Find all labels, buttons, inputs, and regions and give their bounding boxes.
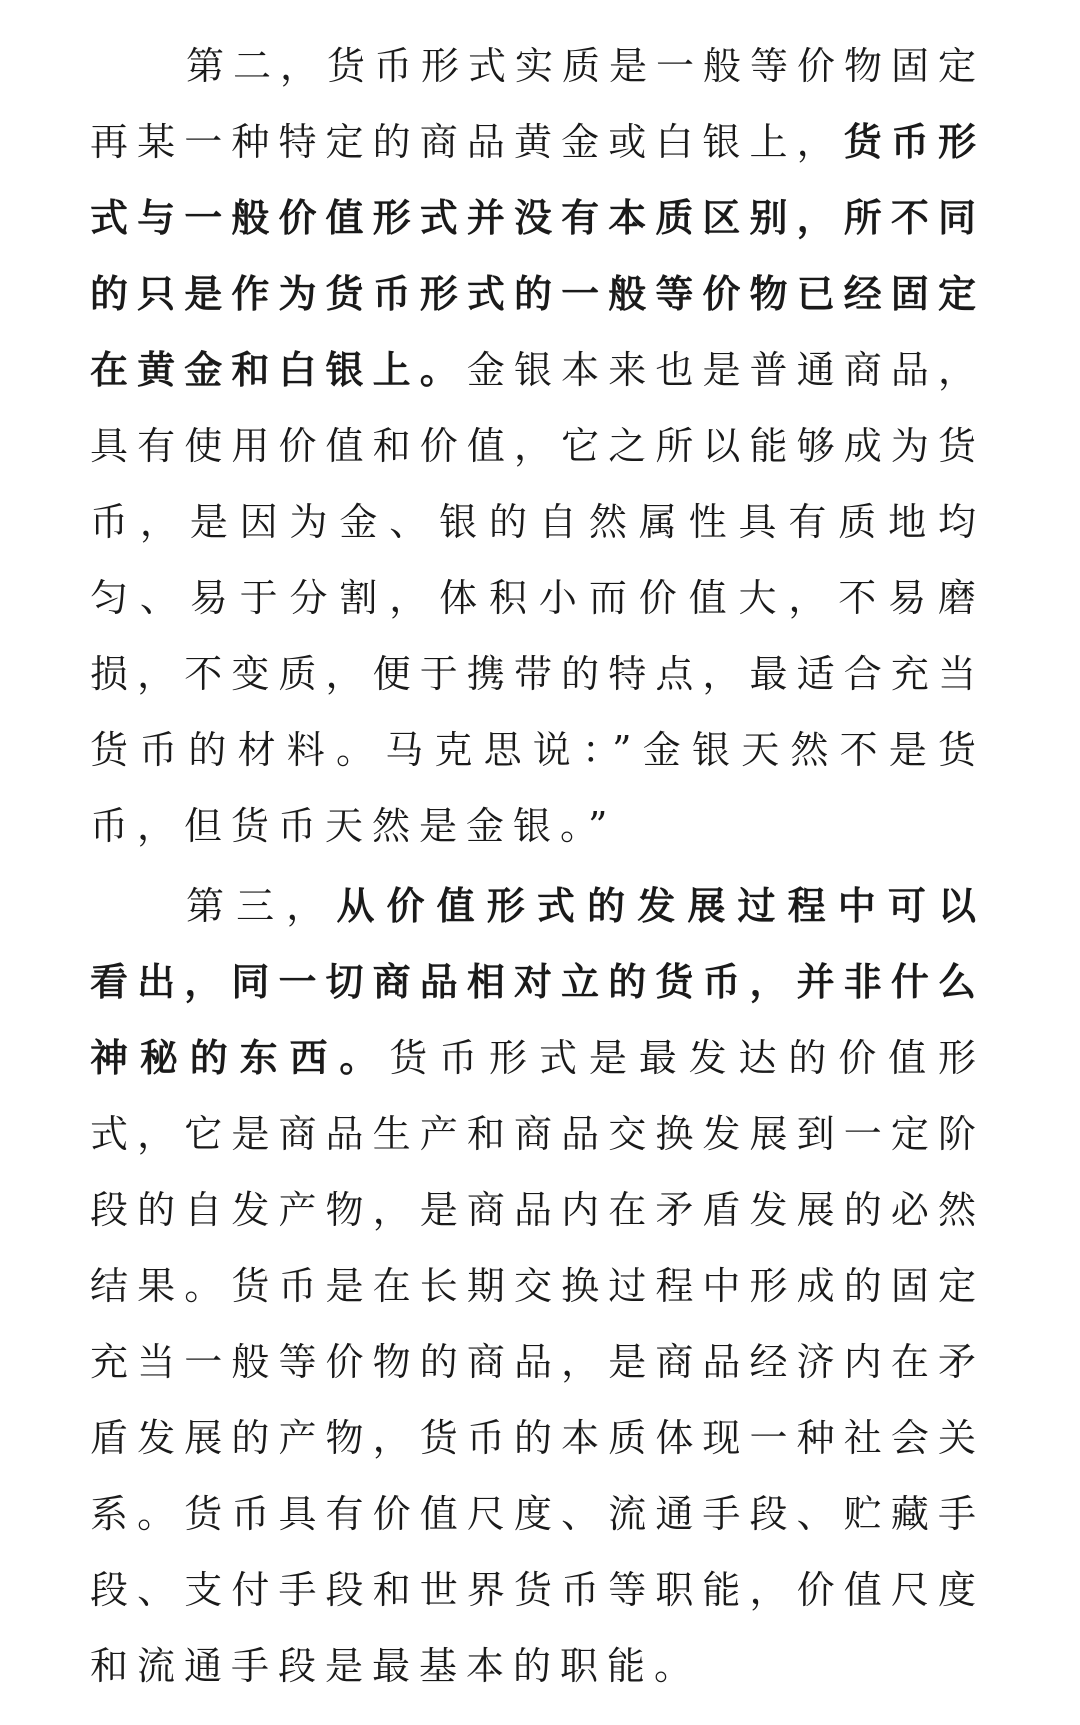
text-run: 第三， (186, 884, 337, 928)
emphasized-text-run: 货币形式与一般价值形式并没有本质区别，所不同的只是作为货币形式的一般等价物已经固定在黄金和白银上。 (90, 119, 985, 392)
text-run: 金银本来也是普通商品，具有使用价值和价值，它之所以能够成为货币，是因为金、银的自然属性具有质地均匀、易于分割，体积小而价值大，不易磨损，不变质，便于携带的特点，最适合充当货币的材料。马克思说：”金银天然不是货币，但货币天然是金银。” (90, 348, 985, 848)
emphasized-text-run: 从价值形式的发展过程中可以看出，同一切商品相对立的货币，并非什么神秘的东西。 (90, 883, 985, 1080)
paragraph-money-form (90, 28, 985, 864)
text-run: 货币形式是最发达的价值形式，它是商品生产和商品交换发展到一定阶段的自发产物，是商品内在矛盾发展的必然结果。货币是在长期交换过程中形成的固定充当一般等价物的商品，是商品经济内在矛盾发展的产物，货币的本质体现一种社会关系。货币具有价值尺度、流通手段、贮藏手段、支付手段和世界货币等职能，价值尺度和流通手段是最基本的职能。 (90, 1036, 985, 1688)
paragraph-value-form-development (90, 868, 985, 1704)
text-run: 第二，货币形式实质是一般等价物固定再某一种特定的商品黄金或白银上， (90, 44, 986, 164)
document-page (90, 28, 985, 1704)
